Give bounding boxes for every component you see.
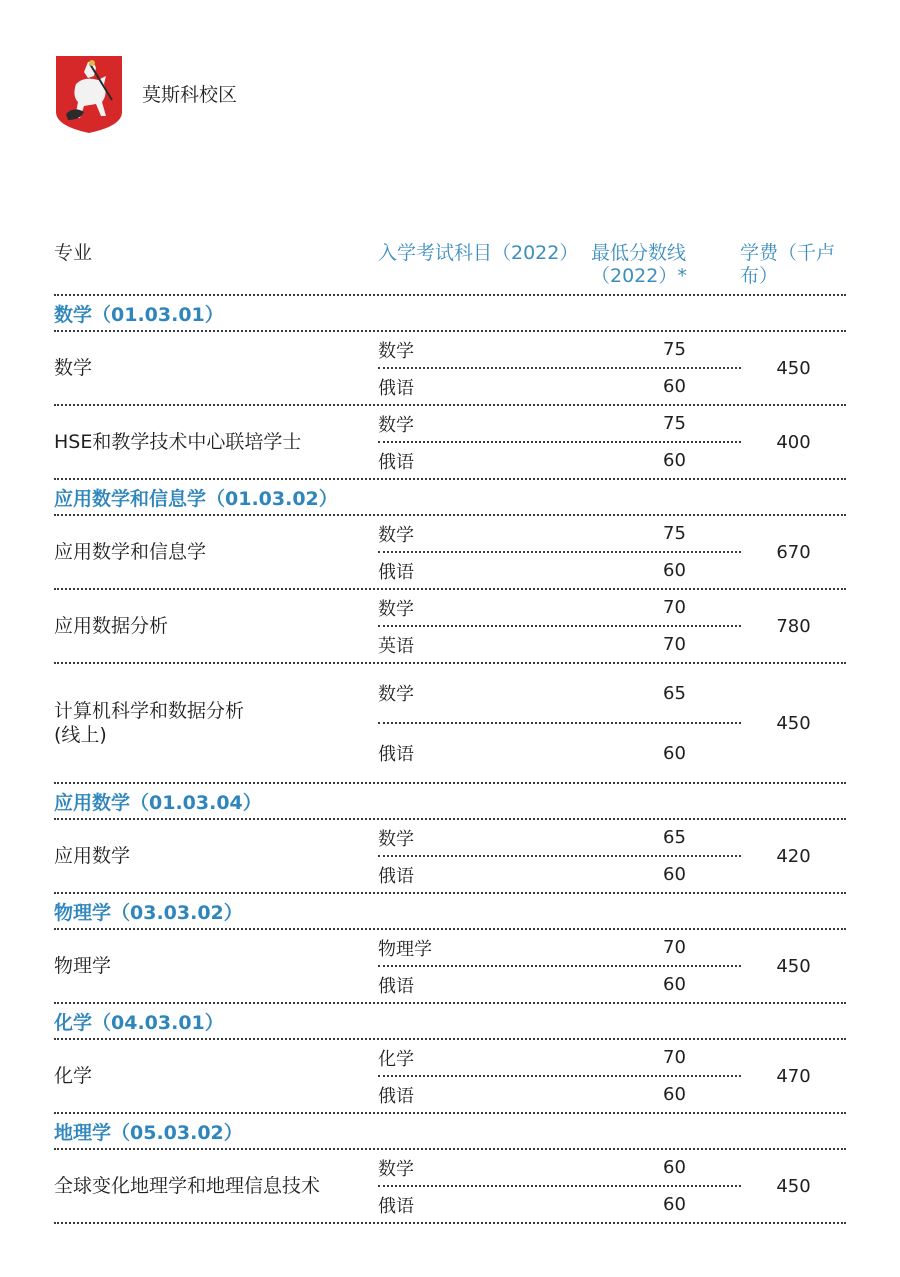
section-title-text: 数学（01.03.01） [54,303,224,326]
subject-name: 俄语 [378,561,414,583]
subject-min-score: 70 [663,597,686,618]
program-fee: 450 [776,357,811,379]
subject-min-score: 60 [663,742,686,764]
subject-min-score: 60 [663,1084,686,1105]
header-fee: 学费（千卢布） [740,242,836,287]
subject-min-score: 70 [663,634,686,655]
subject-list [378,664,741,782]
subject-list [378,516,741,588]
subject-row [378,590,741,625]
subject-name: 数学 [378,684,414,705]
subject-min-score: 70 [663,1047,686,1068]
program-fee: 780 [776,615,811,637]
subject-row [378,820,741,855]
program-fee: 470 [776,1065,811,1087]
moscow-coat-of-arms-icon [54,54,124,134]
subject-list [378,1150,741,1222]
program-name: 物理学 [54,955,112,977]
program-row [54,820,846,892]
subject-min-score: 60 [663,450,686,471]
program-name: 计算机科学和数据分析 (线上) [54,700,245,746]
program-row [54,516,846,588]
subject-min-score: 70 [663,937,686,958]
subject-row [378,443,741,478]
program-row [54,664,846,782]
program-fee: 420 [776,845,811,867]
program-fee: 450 [776,955,811,977]
program-name: 应用数学和信息学 [54,541,207,563]
subject-min-score: 75 [663,413,686,434]
program-fee: 400 [776,431,811,453]
program-name: 化学 [54,1065,93,1087]
subject-list [378,930,741,1002]
subject-min-score: 60 [663,1157,686,1178]
section-title-text: 应用数学和信息学（01.03.02） [54,487,338,510]
section-title [54,1114,846,1148]
program-fee: 450 [776,712,811,734]
section-title [54,480,846,514]
campus-title: 莫斯科校区 [142,84,238,106]
subject-name: 英语 [378,635,414,657]
program-fee: 450 [776,1175,811,1197]
subject-min-score: 75 [663,339,686,360]
subject-list [378,1040,741,1112]
subject-name: 俄语 [378,975,414,997]
section-title-text: 物理学（03.03.02） [54,901,243,924]
subject-list [378,332,741,404]
section-title-text: 化学（04.03.01） [54,1011,224,1034]
subject-list [378,820,741,892]
subject-name: 俄语 [378,865,414,887]
table-body [54,294,846,1224]
subject-row [378,627,741,662]
section-title-text: 地理学（05.03.02） [54,1121,243,1144]
section-title [54,894,846,928]
subject-name: 化学 [378,1048,414,1070]
subject-min-score: 60 [663,974,686,995]
subject-name: 俄语 [378,744,414,765]
subject-name: 数学 [378,828,414,850]
admission-table [54,236,846,1224]
subject-name: 俄语 [378,1195,414,1217]
program-row [54,590,846,662]
subject-row [378,967,741,1002]
subject-name: 数学 [378,414,414,436]
subject-name: 物理学 [378,938,432,960]
subject-name: 数学 [378,524,414,546]
table-header [54,236,846,294]
header-major: 专业 [54,242,93,264]
subject-name: 俄语 [378,377,414,399]
program-row [54,930,846,1002]
subject-list [378,406,741,478]
program-name: 全球变化地理学和地理信息技术 [54,1175,321,1197]
subject-row [378,724,741,782]
subject-min-score: 75 [663,523,686,544]
program-name: 应用数据分析 [54,615,169,637]
subject-row [378,1187,741,1222]
subject-min-score: 60 [663,560,686,581]
subject-min-score: 60 [663,864,686,885]
program-row [54,1040,846,1112]
subject-row [378,664,741,722]
subject-row [378,516,741,551]
subject-name: 俄语 [378,451,414,473]
section-title [54,1004,846,1038]
subject-name: 数学 [378,598,414,620]
subject-row [378,930,741,965]
subject-row [378,1150,741,1185]
subject-row [378,1077,741,1112]
subject-row [378,406,741,441]
subject-name: 数学 [378,1158,414,1180]
program-row [54,1150,846,1222]
subject-min-score: 65 [663,827,686,848]
subject-row [378,553,741,588]
row-divider [54,1222,846,1224]
subject-list [378,590,741,662]
subject-name: 俄语 [378,1085,414,1107]
section-title-text: 应用数学（01.03.04） [54,791,262,814]
program-fee: 670 [776,541,811,563]
subject-row [378,857,741,892]
program-name: 数学 [54,357,93,379]
subject-name: 数学 [378,340,414,362]
subject-row [378,332,741,367]
header-min-score: 最低分数线（2022）* [591,242,687,287]
program-row [54,406,846,478]
subject-row [378,369,741,404]
subject-min-score: 65 [663,682,686,704]
program-name: 应用数学 [54,845,131,867]
program-name: HSE和教学技术中心联培学士 [54,431,302,453]
subject-min-score: 60 [663,1194,686,1215]
subject-row [378,1040,741,1075]
section-title [54,784,846,818]
section-title [54,296,846,330]
program-row [54,332,846,404]
header-subjects: 入学考试科目（2022） [378,242,579,264]
subject-min-score: 60 [663,376,686,397]
